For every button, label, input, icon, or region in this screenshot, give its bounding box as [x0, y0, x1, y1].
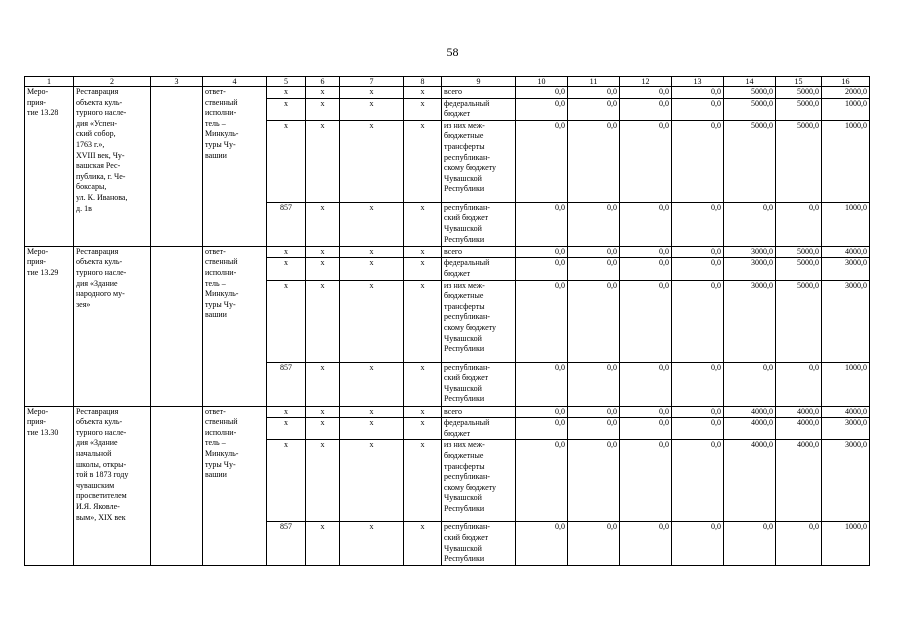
value-cell: 0,0	[724, 522, 776, 566]
value-cell: 0,0	[568, 202, 620, 246]
table-row	[25, 246, 870, 258]
value-cell: 0,0	[620, 280, 672, 362]
vr-cell: x	[404, 362, 442, 406]
value-cell: 0,0	[620, 246, 672, 258]
value-cell: 0,0	[672, 440, 724, 522]
rzpr-cell: x	[306, 120, 340, 202]
value-cell: 0,0	[516, 258, 568, 280]
executor-cell: ответ- ственный исполни- тель – Минкуль- туры Чу- вашии	[203, 246, 267, 406]
column-number: 7	[340, 77, 404, 87]
grbs-cell: 857	[267, 202, 306, 246]
grbs-cell: x	[267, 418, 306, 440]
column-number: 11	[568, 77, 620, 87]
csr-cell: x	[340, 246, 404, 258]
value-cell: 0,0	[516, 418, 568, 440]
value-cell: 0,0	[620, 522, 672, 566]
column-number: 14	[724, 77, 776, 87]
value-cell: 3000,0	[724, 280, 776, 362]
value-cell: 5000,0	[776, 258, 822, 280]
value-cell: 4000,0	[724, 418, 776, 440]
rzpr-cell: x	[306, 87, 340, 99]
value-cell: 1000,0	[822, 362, 870, 406]
column-number: 4	[203, 77, 267, 87]
value-cell: 5000,0	[724, 98, 776, 120]
value-cell: 5000,0	[724, 87, 776, 99]
value-cell: 0,0	[568, 98, 620, 120]
value-cell: 0,0	[568, 362, 620, 406]
value-cell: 0,0	[620, 440, 672, 522]
value-cell: 0,0	[672, 202, 724, 246]
value-cell: 3000,0	[724, 246, 776, 258]
value-cell: 0,0	[516, 406, 568, 418]
value-cell: 0,0	[672, 258, 724, 280]
value-cell: 1000,0	[822, 120, 870, 202]
value-cell: 4000,0	[724, 406, 776, 418]
value-cell: 0,0	[620, 418, 672, 440]
vr-cell: x	[404, 87, 442, 99]
value-cell: 0,0	[516, 362, 568, 406]
value-cell: 4000,0	[776, 406, 822, 418]
value-cell: 5000,0	[776, 246, 822, 258]
object-name: Реставрация объекта куль- турного насле- дия «Успен- ский собор, 1763 г.», XVIII век, Чу- вашская Рес- публика, г. Че- боксары, ул. К. Иванова, д. 1в	[74, 87, 151, 247]
funding-source: федеральный бюджет	[442, 98, 516, 120]
value-cell: 0,0	[568, 87, 620, 99]
column-number: 2	[74, 77, 151, 87]
rzpr-cell: x	[306, 362, 340, 406]
grbs-cell: x	[267, 280, 306, 362]
value-cell: 0,0	[568, 280, 620, 362]
vr-cell: x	[404, 418, 442, 440]
csr-cell: x	[340, 280, 404, 362]
csr-cell: x	[340, 87, 404, 99]
rzpr-cell: x	[306, 406, 340, 418]
value-cell: 0,0	[672, 522, 724, 566]
csr-cell: x	[340, 258, 404, 280]
value-cell: 0,0	[620, 258, 672, 280]
event-label: Меро- прия- тие 13.28	[25, 87, 74, 247]
value-cell: 0,0	[672, 418, 724, 440]
value-cell: 4000,0	[822, 246, 870, 258]
funding-source: всего	[442, 406, 516, 418]
value-cell: 0,0	[672, 246, 724, 258]
value-cell: 0,0	[672, 362, 724, 406]
value-cell: 1000,0	[822, 202, 870, 246]
value-cell: 0,0	[620, 202, 672, 246]
page-number: 58	[446, 45, 459, 59]
table-row	[25, 406, 870, 418]
value-cell: 0,0	[516, 120, 568, 202]
rzpr-cell: x	[306, 440, 340, 522]
value-cell: 0,0	[724, 362, 776, 406]
budget-table	[24, 76, 870, 566]
vr-cell: x	[404, 120, 442, 202]
value-cell: 3000,0	[822, 280, 870, 362]
value-cell: 0,0	[516, 87, 568, 99]
empty-cell	[151, 246, 203, 406]
value-cell: 0,0	[516, 98, 568, 120]
vr-cell: x	[404, 202, 442, 246]
funding-source: федеральный бюджет	[442, 418, 516, 440]
funding-source: республикан- ский бюджет Чувашской Республики	[442, 522, 516, 566]
value-cell: 0,0	[776, 362, 822, 406]
csr-cell: x	[340, 120, 404, 202]
column-number: 8	[404, 77, 442, 87]
executor-cell: ответ- ственный исполни- тель – Минкуль- туры Чу- вашии	[203, 87, 267, 247]
column-number: 9	[442, 77, 516, 87]
value-cell: 4000,0	[822, 406, 870, 418]
value-cell: 5000,0	[724, 120, 776, 202]
value-cell: 0,0	[516, 202, 568, 246]
funding-source: из них меж- бюджетные трансферты республикан- скому бюджету Чувашской Республики	[442, 120, 516, 202]
event-label: Меро- прия- тие 13.29	[25, 246, 74, 406]
value-cell: 0,0	[620, 362, 672, 406]
grbs-cell: x	[267, 258, 306, 280]
event-label: Меро- прия- тие 13.30	[25, 406, 74, 566]
funding-source: всего	[442, 87, 516, 99]
object-name: Реставрация объекта куль- турного насле- дия «Здание народного му- зея»	[74, 246, 151, 406]
empty-cell	[151, 406, 203, 566]
vr-cell: x	[404, 406, 442, 418]
value-cell: 0,0	[620, 98, 672, 120]
value-cell: 5000,0	[776, 280, 822, 362]
funding-source: республикан- ский бюджет Чувашской Республики	[442, 202, 516, 246]
value-cell: 0,0	[516, 522, 568, 566]
rzpr-cell: x	[306, 258, 340, 280]
csr-cell: x	[340, 406, 404, 418]
value-cell: 4000,0	[776, 418, 822, 440]
column-number: 12	[620, 77, 672, 87]
value-cell: 1000,0	[822, 522, 870, 566]
table-body	[25, 77, 870, 566]
funding-source: из них меж- бюджетные трансферты республикан- скому бюджету Чувашской Республики	[442, 280, 516, 362]
empty-cell	[151, 87, 203, 247]
csr-cell: x	[340, 418, 404, 440]
csr-cell: x	[340, 202, 404, 246]
value-cell: 4000,0	[776, 440, 822, 522]
value-cell: 0,0	[672, 406, 724, 418]
value-cell: 5000,0	[776, 120, 822, 202]
value-cell: 5000,0	[776, 87, 822, 99]
csr-cell: x	[340, 362, 404, 406]
column-number: 16	[822, 77, 870, 87]
value-cell: 0,0	[516, 280, 568, 362]
value-cell: 0,0	[568, 246, 620, 258]
value-cell: 3000,0	[822, 440, 870, 522]
rzpr-cell: x	[306, 98, 340, 120]
grbs-cell: x	[267, 406, 306, 418]
csr-cell: x	[340, 98, 404, 120]
csr-cell: x	[340, 522, 404, 566]
vr-cell: x	[404, 98, 442, 120]
funding-source: республикан- ский бюджет Чувашской Республики	[442, 362, 516, 406]
value-cell: 0,0	[620, 120, 672, 202]
value-cell: 0,0	[724, 202, 776, 246]
value-cell: 0,0	[672, 98, 724, 120]
value-cell: 0,0	[620, 406, 672, 418]
column-number: 3	[151, 77, 203, 87]
grbs-cell: 857	[267, 522, 306, 566]
grbs-cell: x	[267, 246, 306, 258]
column-number: 6	[306, 77, 340, 87]
value-cell: 0,0	[672, 280, 724, 362]
value-cell: 0,0	[568, 522, 620, 566]
value-cell: 3000,0	[822, 418, 870, 440]
rzpr-cell: x	[306, 418, 340, 440]
funding-source: из них меж- бюджетные трансферты республикан- скому бюджету Чувашской Республики	[442, 440, 516, 522]
executor-cell: ответ- ственный исполни- тель – Минкуль- туры Чу- вашии	[203, 406, 267, 566]
value-cell: 0,0	[568, 440, 620, 522]
value-cell: 0,0	[516, 246, 568, 258]
value-cell: 0,0	[568, 418, 620, 440]
value-cell: 2000,0	[822, 87, 870, 99]
table-row	[25, 87, 870, 99]
grbs-cell: x	[267, 87, 306, 99]
rzpr-cell: x	[306, 522, 340, 566]
rzpr-cell: x	[306, 246, 340, 258]
column-number: 13	[672, 77, 724, 87]
value-cell: 0,0	[568, 258, 620, 280]
grbs-cell: x	[267, 120, 306, 202]
funding-source: всего	[442, 246, 516, 258]
vr-cell: x	[404, 246, 442, 258]
value-cell: 0,0	[568, 406, 620, 418]
value-cell: 0,0	[672, 120, 724, 202]
rzpr-cell: x	[306, 202, 340, 246]
vr-cell: x	[404, 522, 442, 566]
column-number: 1	[25, 77, 74, 87]
value-cell: 3000,0	[724, 258, 776, 280]
value-cell: 5000,0	[776, 98, 822, 120]
vr-cell: x	[404, 280, 442, 362]
vr-cell: x	[404, 258, 442, 280]
value-cell: 0,0	[776, 522, 822, 566]
grbs-cell: 857	[267, 362, 306, 406]
csr-cell: x	[340, 440, 404, 522]
vr-cell: x	[404, 440, 442, 522]
value-cell: 3000,0	[822, 258, 870, 280]
grbs-cell: x	[267, 440, 306, 522]
grbs-cell: x	[267, 98, 306, 120]
value-cell: 0,0	[620, 87, 672, 99]
column-number: 5	[267, 77, 306, 87]
column-number-row	[25, 77, 870, 87]
value-cell: 0,0	[568, 120, 620, 202]
column-number: 15	[776, 77, 822, 87]
value-cell: 4000,0	[724, 440, 776, 522]
value-cell: 0,0	[516, 440, 568, 522]
object-name: Реставрация объекта куль- турного насле- дия «Здание начальной школы, откры- той в 1873 году чувашским просветителем И.Я. Яковле- вым», XIX век	[74, 406, 151, 566]
column-number: 10	[516, 77, 568, 87]
value-cell: 0,0	[776, 202, 822, 246]
funding-source: федеральный бюджет	[442, 258, 516, 280]
value-cell: 0,0	[672, 87, 724, 99]
value-cell: 1000,0	[822, 98, 870, 120]
rzpr-cell: x	[306, 280, 340, 362]
